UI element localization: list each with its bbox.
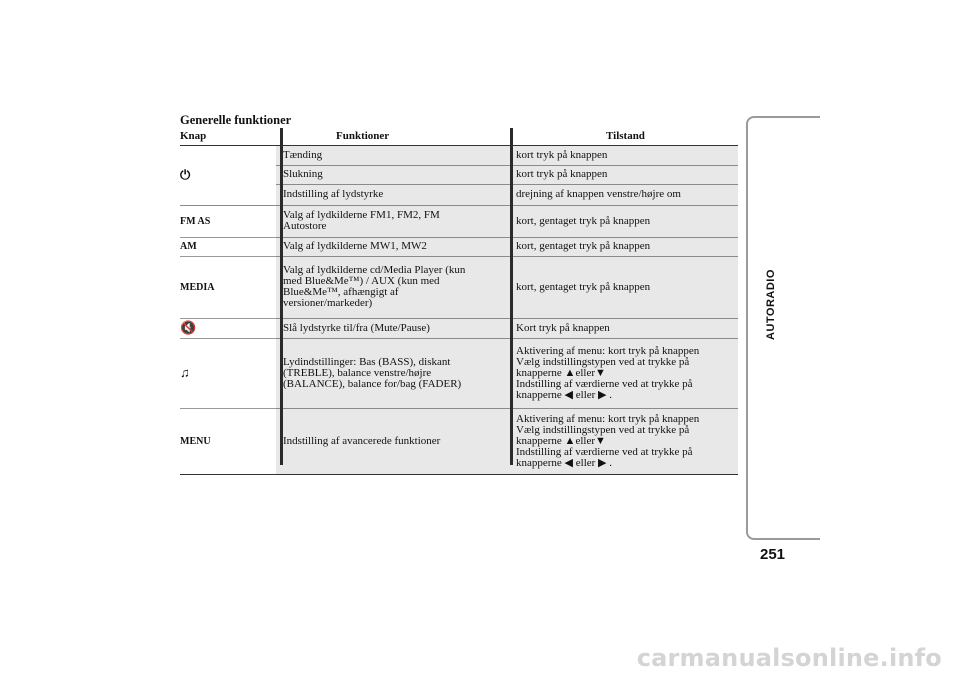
mute-icon: 🔇 (180, 319, 197, 335)
funktion-cell-line: (BALANCE), balance for/bag (FADER) (283, 377, 462, 390)
funktion-cell-line: Valg af lydkilderne MW1, MW2 (283, 240, 427, 252)
tilstand-cell: kort tryk på knappen (510, 146, 738, 165)
funktion-cell (276, 338, 510, 408)
tilstand-cell-line: Indstilling af værdierne ved at trykke på (516, 377, 693, 390)
funktion-cell (276, 318, 510, 338)
tilstand-cell-line: kort, gentaget tryk på knappen (516, 280, 651, 293)
tilstand-cell-line: Aktivering af menu: kort tryk på knappen (516, 344, 700, 357)
funktion-cell-line: med Blue&Me™) / AUX (kun med (283, 275, 440, 287)
chapter-tab (746, 116, 820, 540)
funktion-cell-line: Autostore (283, 220, 327, 232)
funktion-cell (276, 256, 510, 318)
funktion-cell-line: Valg af lydkilderne cd/Media Player (kun (283, 264, 466, 276)
tilstand-cell: drejning af knappen venstre/højre om (510, 184, 738, 205)
table-row (180, 256, 738, 318)
column-divider-2 (510, 128, 513, 465)
tilstand-cell-line: kort, gentaget tryk på knappen (516, 214, 651, 227)
table-row (180, 338, 738, 408)
table-row (180, 408, 738, 474)
tilstand-cell (510, 256, 738, 318)
tilstand-cell-line: Vælg indstillingstypen ved at trykke på (516, 355, 690, 368)
funktion-cell-line: Blue&Me™, afhængigt af (283, 286, 399, 298)
chapter-tab-label: AUTORADIO (765, 269, 777, 340)
power-icon: ⏻ (180, 166, 191, 182)
funktion-cell: Indstilling af lydstyrke (276, 184, 510, 205)
funktion-cell (276, 205, 510, 237)
tilstand-cell-line: knapperne ◀ eller ▶ . (516, 456, 613, 469)
header-knap: Knap (180, 130, 207, 142)
table-row (180, 237, 738, 256)
tilstand-cell-line: Kort tryk på knappen (516, 321, 610, 334)
funktion-cell-line: (TREBLE), balance venstre/højre (283, 366, 432, 379)
tilstand-cell-line: knapperne ▲eller▼ (516, 434, 606, 447)
header-funktioner: Funktioner (336, 130, 390, 142)
page-number: 251 (760, 546, 786, 563)
column-divider-1 (280, 128, 283, 465)
tilstand-cell-line: Vælg indstillingstypen ved at trykke på (516, 423, 690, 436)
tilstand-cell-line: knapperne ▲eller▼ (516, 366, 606, 379)
funktion-cell-line: Lydindstillinger: Bas (BASS), diskant (283, 355, 451, 368)
tilstand-cell (510, 237, 738, 256)
funktion-cell-line: Slå lydstyrke til/fra (Mute/Pause) (283, 321, 430, 334)
knap-cell (180, 338, 276, 408)
knap-cell: MEDIA (180, 256, 276, 318)
tilstand-cell-line: knapperne ◀ eller ▶ . (516, 388, 613, 401)
funktion-cell-line: versioner/markeder) (283, 297, 373, 309)
table-row (180, 318, 738, 338)
knap-cell (180, 318, 276, 338)
music-note-icon: ♫ (180, 364, 190, 380)
header-tilstand: Tilstand (606, 130, 645, 142)
tilstand-cell (510, 338, 738, 408)
tilstand-cell-line: Aktivering af menu: kort tryk på knappen (516, 412, 700, 425)
table-row (180, 146, 738, 165)
knap-cell: MENU (180, 408, 276, 474)
funktion-cell: Tænding (276, 146, 510, 165)
tilstand-cell: kort tryk på knappen (510, 165, 738, 184)
funktion-cell-line: Valg af lydkilderne FM1, FM2, FM (283, 209, 440, 221)
watermark: carmanualsonline.info (636, 644, 942, 672)
tilstand-cell (510, 408, 738, 474)
funktion-cell (276, 408, 510, 474)
funktion-cell (276, 237, 510, 256)
functions-table (180, 146, 738, 475)
tilstand-cell-line: kort, gentaget tryk på knappen (516, 240, 651, 252)
knap-cell: AM (180, 237, 276, 256)
table-row (180, 205, 738, 237)
section-title: Generelle funktioner (180, 113, 292, 127)
knap-cell: FM AS (180, 205, 276, 237)
tilstand-cell (510, 205, 738, 237)
funktion-cell: Slukning (276, 165, 510, 184)
funktion-cell-line: Indstilling af avancerede funktioner (283, 434, 441, 447)
tilstand-cell (510, 318, 738, 338)
tilstand-cell-line: Indstilling af værdierne ved at trykke på (516, 445, 693, 458)
knap-cell (180, 146, 276, 205)
